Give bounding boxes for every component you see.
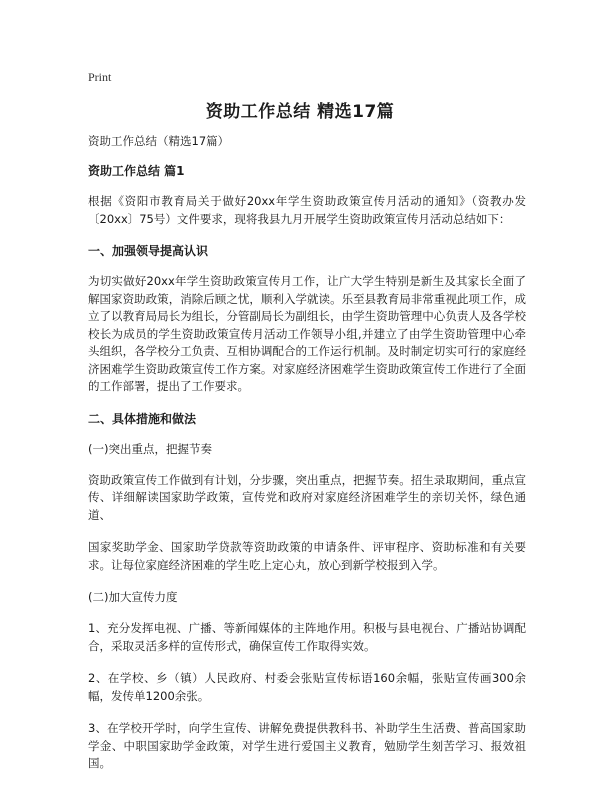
subheading-publicity: (二)加大宣传力度 <box>88 590 178 604</box>
print-label[interactable]: Print <box>88 70 112 84</box>
list-item-2: 2、在学校、乡（镇）人民政府、村委会张贴宣传标语160余幅，张贴宣传画300余幅，发传单1200余张。 <box>88 671 526 703</box>
list-item-3: 3、在学校开学时，向学生宣传、讲解免费提供教科书、补助学生生活费、普高国家助学金、中职国家助学金政策，对学生进行爱国主义教育，勉励学生刻苦学习、报效祖国。 <box>88 721 526 770</box>
heading-leadership: 一、加强领导提高认识 <box>88 244 209 258</box>
document-body <box>88 133 526 788</box>
heading-measures: 二、具体措施和做法 <box>88 411 197 426</box>
subheading-focus: (一)突出重点，把握节奏 <box>88 441 212 456</box>
focus-paragraph-2: 国家奖助学金、国家助学贷款等资助政策的申请条件、评审程序、资助标准和有关要求。让每位家庭经济困难的学生吃上定心丸，放心到新学校报到入学。 <box>88 540 526 572</box>
section-heading: 资助工作总结 篇1 <box>88 164 185 178</box>
document-subtitle: 资助工作总结（精选17篇） <box>88 134 230 148</box>
intro-paragraph: 根据《资阳市教育局关于做好20xx年学生资助政策宣传月活动的通知》（资教办发〔20xx〕75号）文件要求，现将我县九月开展学生资助政策宣传月活动总结如下： <box>88 194 526 226</box>
leadership-paragraph: 为切实做好20xx年学生资助政策宣传月工作，让广大学生特别是新生及其家长全面了解国家资助政策，消除后顾之忧，顺利入学就读。乐至县教育局非常重视此项工作，成立了以教育局局长为组长，分管副局长为副组长，由学生资助管理中心负责人及各学校校长为成员的学生资助政策宣传月活动工作领导小组,并建立了由学生资助管理中心牵头组织，各学校分工负责、互相协调配合的工作运行机制。及时制定切实可行的家庭经济困难学生资助政策宣传工作方案。对家庭经济困难学生资助政策宣传工作进行了全面的工作部署，提出了工作要求。 <box>88 274 526 393</box>
list-item-1: 1、充分发挥电视、广播、等新闻媒体的主阵地作用。积极与县电视台、广播站协调配合，采取灵活多样的宣传形式，确保宣传工作取得实效。 <box>88 621 526 653</box>
focus-paragraph-1: 资助政策宣传工作做到有计划，分步骤，突出重点，把握节奏。招生录取期间，重点宣传、详细解读国家助学政策，宣传党和政府对家庭经济困难学生的亲切关怀，绿色通道、 <box>88 472 526 522</box>
document-title: 资助工作总结 精选17篇 <box>205 102 395 122</box>
